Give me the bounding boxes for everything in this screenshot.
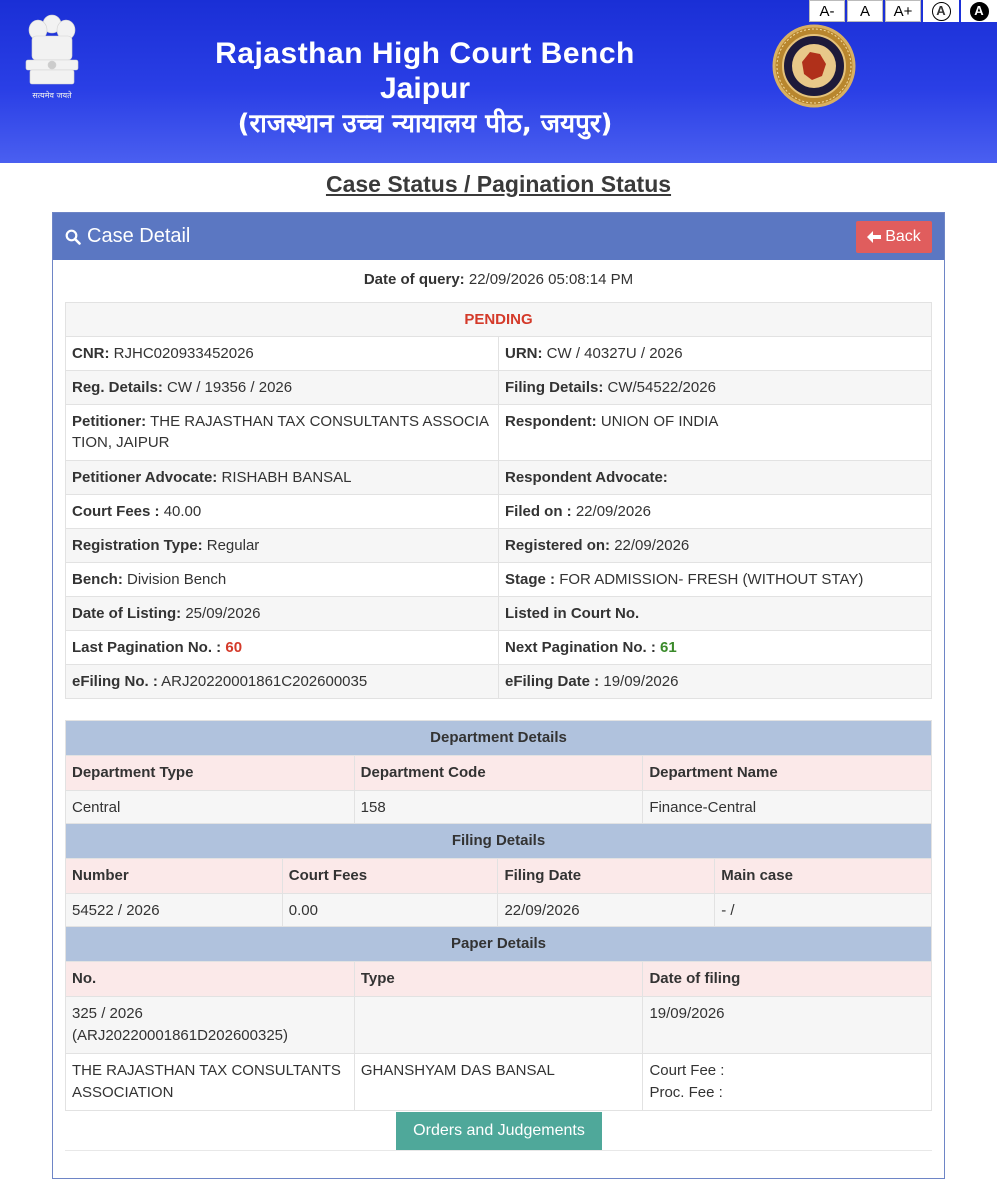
back-button-label: Back [885, 228, 921, 245]
paper-advocate-cell: GHANSHYAM DAS BANSAL [354, 1054, 643, 1111]
urn-value: CW / 40327U / 2026 [546, 345, 683, 362]
orders-and-judgements-button[interactable]: Orders and Judgements [396, 1112, 602, 1150]
filed-on-cell [499, 495, 932, 529]
paper-no-cell [66, 997, 355, 1054]
column-header: Filing Date [498, 859, 715, 894]
column-header: Court Fees [282, 859, 498, 894]
stage-value: FOR ADMISSION- FRESH (WITHOUT STAY) [559, 571, 864, 588]
reg-details-cell [66, 371, 499, 405]
paper-type-cell [354, 997, 643, 1054]
table-row [66, 337, 932, 371]
title-line-1: Rajasthan High Court Bench [215, 37, 635, 70]
efiling-date-value: 19/09/2026 [603, 673, 679, 690]
respondent-label: Respondent: [505, 413, 597, 430]
next-pagination-cell [499, 631, 932, 665]
filing-details-value: CW/54522/2026 [607, 379, 716, 396]
search-icon [65, 229, 81, 245]
paper-no-line2: (ARJ20220001861D202600325) [72, 1027, 289, 1044]
registered-on-label: Registered on: [505, 537, 611, 554]
table-row [66, 894, 932, 929]
petitioner-cell [66, 405, 499, 461]
petitioner-label: Petitioner: [72, 413, 147, 430]
column-header: Date of filing [643, 962, 932, 997]
reg-details-label: Reg. Details: [72, 379, 163, 396]
paper-no-line1: 325 / 2026 [72, 1005, 143, 1022]
table-row [66, 631, 932, 665]
filing-court-fees-cell: 0.00 [282, 894, 498, 929]
efiling-date-label: eFiling Date : [505, 673, 600, 690]
filing-date-cell: 22/09/2026 [498, 894, 715, 929]
registered-on-value: 22/09/2026 [614, 537, 690, 554]
department-details-table [65, 720, 932, 826]
petitioner-advocate-label: Petitioner Advocate: [72, 469, 218, 486]
back-button[interactable] [856, 221, 932, 253]
stage-cell [499, 563, 932, 597]
petitioner-advocate-cell [66, 461, 499, 495]
paper-fee-cell [643, 1054, 932, 1111]
column-header: Department Type [66, 756, 355, 791]
filing-details-cell [499, 371, 932, 405]
date-of-listing-cell [66, 597, 499, 631]
dark-contrast-button[interactable] [961, 0, 997, 22]
urn-cell [499, 337, 932, 371]
filing-number-cell: 54522 / 2026 [66, 894, 283, 929]
court-title [0, 36, 850, 142]
table-row [66, 303, 932, 337]
court-fee-label: Court Fee : [649, 1062, 725, 1079]
query-date-value: 22/09/2026 05:08:14 PM [468, 271, 634, 288]
efiling-no-label: eFiling No. : [72, 673, 158, 690]
column-header: No. [66, 962, 355, 997]
light-contrast-button[interactable] [923, 0, 959, 22]
efiling-no-value: ARJ20220001861C202600035 [161, 673, 368, 690]
table-row [66, 927, 932, 962]
title-line-3: (राजस्थान उच्च न्यायालय पीठ, जयपुर) [237, 109, 613, 139]
date-of-listing-label: Date of Listing: [72, 605, 182, 622]
column-header: Department Name [643, 756, 932, 791]
filing-details-table [65, 823, 932, 929]
panel-title: Case Detail [87, 225, 191, 247]
court-no-cell [499, 597, 932, 631]
next-pagination-value: 61 [660, 639, 677, 656]
stage-label: Stage : [505, 571, 556, 588]
table-row [66, 721, 932, 756]
column-header: Number [66, 859, 283, 894]
department-name-cell: Finance-Central [643, 791, 932, 826]
registration-type-value: Regular [206, 537, 260, 554]
department-code-cell: 158 [354, 791, 643, 826]
column-header: Type [354, 962, 643, 997]
department-details-heading: Department Details [66, 721, 932, 756]
next-pagination-label: Next Pagination No. : [505, 639, 656, 656]
last-pagination-label: Last Pagination No. : [72, 639, 222, 656]
query-date-label: Date of query: [363, 271, 465, 288]
court-fees-value: 40.00 [163, 503, 202, 520]
paper-party-cell [66, 1054, 355, 1111]
filing-details-label: Filing Details: [505, 379, 604, 396]
proc-fee-label: Proc. Fee : [649, 1084, 723, 1101]
court-fees-label: Court Fees : [72, 503, 160, 520]
dark-contrast-icon: A [970, 2, 989, 21]
bench-label: Bench: [72, 571, 123, 588]
registration-type-label: Registration Type: [72, 537, 203, 554]
title-line-2: Jaipur [379, 72, 471, 105]
query-date [53, 271, 944, 288]
petitioner-value-line2: TION, JAIPUR [72, 434, 170, 451]
divider [65, 1150, 932, 1151]
table-row [66, 859, 932, 894]
table-row [66, 1054, 932, 1111]
last-pagination-cell [66, 631, 499, 665]
bench-value: Division Bench [127, 571, 227, 588]
efiling-date-cell [499, 665, 932, 699]
efiling-no-cell [66, 665, 499, 699]
svg-text:सत्यमेव जयते: सत्यमेव जयते [32, 91, 72, 100]
increase-font-button[interactable]: A+ [885, 0, 921, 22]
table-row [66, 665, 932, 699]
court-fees-cell [66, 495, 499, 529]
table-row [66, 461, 932, 495]
font-size-controls [809, 0, 997, 22]
table-row [66, 405, 932, 461]
respondent-value: UNION OF INDIA [600, 413, 719, 430]
department-type-cell: Central [66, 791, 355, 826]
main-case-cell: - / [715, 894, 932, 929]
table-row [66, 495, 932, 529]
respondent-cell [499, 405, 932, 461]
light-contrast-icon: A [932, 2, 951, 21]
paper-party-line2: ASSOCIATION [72, 1084, 174, 1101]
case-status-badge: PENDING [66, 303, 932, 337]
paper-party-line1: THE RAJASTHAN TAX CONSULTANTS [72, 1062, 341, 1079]
table-row [66, 597, 932, 631]
urn-label: URN: [505, 345, 543, 362]
panel-header [53, 213, 944, 260]
filed-on-label: Filed on : [505, 503, 572, 520]
registered-on-cell [499, 529, 932, 563]
arrow-left-icon [867, 231, 881, 243]
table-row [66, 756, 932, 791]
date-of-listing-value: 25/09/2026 [185, 605, 261, 622]
paper-details-heading: Paper Details [66, 927, 932, 962]
respondent-advocate-cell [499, 461, 932, 495]
table-row [66, 962, 932, 997]
petitioner-value-line1: THE RAJASTHAN TAX CONSULTANTS ASSOCIA [150, 413, 490, 430]
case-detail-table [65, 302, 932, 699]
table-row [66, 529, 932, 563]
normal-font-button[interactable]: A [847, 0, 883, 22]
table-row [66, 791, 932, 826]
cnr-value: RJHC020933452026 [113, 345, 254, 362]
paper-date-cell: 19/09/2026 [643, 997, 932, 1054]
cnr-label: CNR: [72, 345, 110, 362]
registration-type-cell [66, 529, 499, 563]
paper-details-table [65, 926, 932, 1111]
filing-details-heading: Filing Details [66, 824, 932, 859]
column-header: Main case [715, 859, 932, 894]
page-title: Case Status / Pagination Status [325, 171, 672, 197]
site-header [0, 0, 997, 163]
table-row [66, 824, 932, 859]
table-row [66, 997, 932, 1054]
last-pagination-value: 60 [225, 639, 243, 656]
respondent-advocate-label: Respondent Advocate: [505, 469, 668, 486]
table-row [66, 563, 932, 597]
cnr-cell [66, 337, 499, 371]
table-row [66, 371, 932, 405]
decrease-font-button[interactable]: A- [809, 0, 845, 22]
court-seal-icon [772, 24, 856, 108]
petitioner-advocate-value: RISHABH BANSAL [221, 469, 352, 486]
filed-on-value: 22/09/2026 [575, 503, 651, 520]
column-header: Department Code [354, 756, 643, 791]
reg-details-value: CW / 19356 / 2026 [167, 379, 293, 396]
case-detail-panel [52, 212, 945, 1179]
court-no-label: Listed in Court No. [505, 605, 640, 622]
bench-cell [66, 563, 499, 597]
